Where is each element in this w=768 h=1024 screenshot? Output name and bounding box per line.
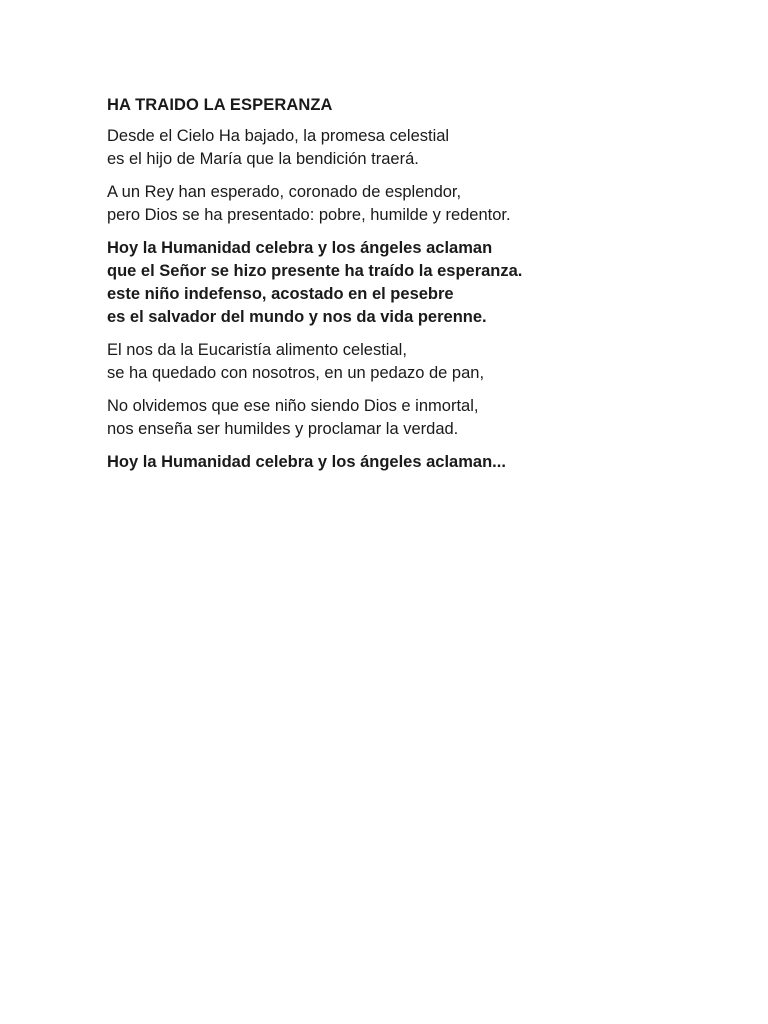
stanza-line: Desde el Cielo Ha bajado, la promesa celestial: [107, 127, 450, 145]
stanza-1: [107, 125, 667, 171]
song-document: [107, 94, 667, 484]
chorus-repeat: [107, 451, 667, 474]
song-title: HA TRAIDO LA ESPERANZA: [107, 96, 333, 114]
stanza-line: A un Rey han esperado, coronado de esplendor,: [107, 183, 462, 201]
chorus: [107, 237, 667, 329]
stanza-2: [107, 181, 667, 227]
stanza-line: se ha quedado con nosotros, en un pedazo de pan,: [107, 364, 485, 382]
stanza-line: nos enseña ser humildes y proclamar la verdad.: [107, 420, 459, 438]
chorus-line: que el Señor se hizo presente ha traído la esperanza.: [107, 262, 523, 280]
stanza-line: El nos da la Eucaristía alimento celestial,: [107, 341, 407, 359]
stanza-line: No olvidemos que ese niño siendo Dios e inmortal,: [107, 397, 479, 415]
stanza-4: [107, 395, 667, 441]
chorus-line: Hoy la Humanidad celebra y los ángeles aclaman...: [107, 453, 506, 471]
stanza-line: es el hijo de María que la bendición traerá.: [107, 150, 419, 168]
chorus-line: Hoy la Humanidad celebra y los ángeles aclaman: [107, 239, 493, 257]
chorus-line: es el salvador del mundo y nos da vida perenne.: [107, 308, 487, 326]
stanza-line: pero Dios se ha presentado: pobre, humilde y redentor.: [107, 206, 511, 224]
chorus-line: este niño indefenso, acostado en el pesebre: [107, 285, 454, 303]
stanza-3: [107, 339, 667, 385]
